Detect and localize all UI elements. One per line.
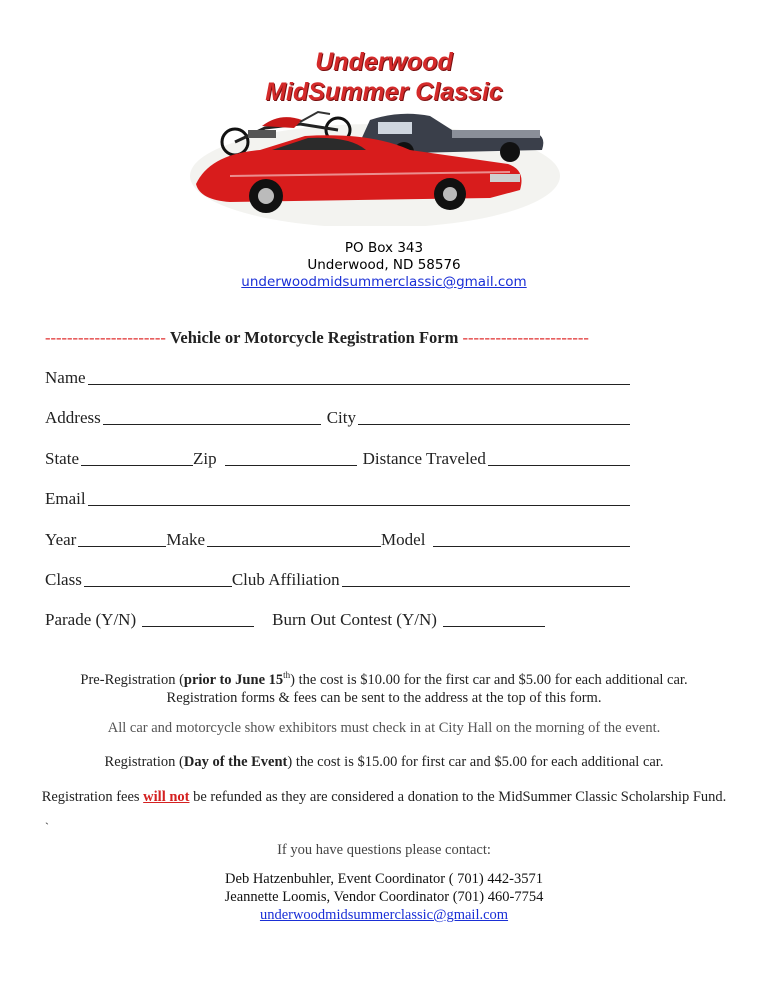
address-line2: Underwood, ND 58576: [307, 257, 461, 273]
preregistration-text: Pre-Registration (prior to June 15th) the cost is $10.00 for the first car and $5.00 for each additional car. Registration forms & fees can be sent to the address at the top of this form.: [80, 670, 688, 706]
state-field[interactable]: [81, 449, 193, 466]
contact-jeannette: Jeannette Loomis, Vendor Coordinator (701) 460-7754: [224, 889, 544, 905]
name-row: [45, 366, 630, 388]
title-dashes-left: ----------------------: [45, 328, 166, 347]
refund-policy-text: Registration fees will not be refunded as they are considered a donation to the MidSummer Classic Scholarship Fund.: [41, 789, 727, 805]
burnout-field[interactable]: [443, 610, 545, 627]
contact-deb: Deb Hatzenbuhler, Event Coordinator ( 701) 442-3571: [225, 871, 543, 887]
year-label: Year: [45, 530, 77, 549]
club-label: Club Affiliation: [231, 570, 340, 589]
model-label: Model: [381, 530, 426, 549]
state-label: State: [45, 449, 79, 468]
distance-field[interactable]: [488, 449, 630, 466]
logo-title-line2: MidSummer Classic: [265, 78, 503, 106]
logo-title-line1: Underwood: [315, 48, 453, 76]
form-title-text: Vehicle or Motorcycle Registration Form: [170, 328, 459, 347]
will-not-emphasis: will not: [143, 789, 190, 805]
header-email-link[interactable]: underwoodmidsummerclassic@gmail.com: [241, 274, 527, 290]
class-field[interactable]: [84, 570, 232, 587]
vehicle-row: [45, 528, 630, 550]
club-field[interactable]: [342, 570, 630, 587]
state-row: [45, 447, 630, 469]
zip-label: Zip: [193, 449, 217, 468]
class-row: [45, 568, 630, 590]
zip-field[interactable]: [225, 449, 357, 466]
make-field[interactable]: [207, 530, 381, 547]
distance-label: Distance Traveled: [362, 449, 486, 468]
burnout-label: Burn Out Contest (Y/N): [272, 610, 437, 629]
address-row: [45, 406, 630, 428]
footer-email-link[interactable]: underwoodmidsummerclassic@gmail.com: [259, 907, 509, 923]
name-label: Name: [45, 368, 86, 387]
city-field[interactable]: [358, 408, 630, 425]
parade-label: Parade (Y/N): [45, 610, 137, 629]
email-field[interactable]: [88, 489, 630, 506]
parade-row: [45, 608, 545, 630]
day-of-registration-text: Registration (Day of the Event) the cost is $15.00 for first car and $5.00 for each additional car.: [104, 754, 664, 770]
address-line1: PO Box 343: [344, 240, 424, 256]
email-row: [45, 487, 630, 509]
checkin-text: All car and motorcycle show exhibitors must check in at City Hall on the morning of the event.: [107, 720, 661, 736]
make-label: Make: [166, 530, 206, 549]
parade-field[interactable]: [142, 610, 254, 627]
form-title: [45, 328, 589, 348]
city-label: City: [326, 408, 357, 427]
model-field[interactable]: [433, 530, 630, 547]
car-show-illustration: [190, 106, 560, 226]
stray-backtick: `: [45, 820, 49, 834]
address-field[interactable]: [103, 408, 321, 425]
name-field[interactable]: [88, 368, 630, 385]
email-label: Email: [45, 489, 86, 508]
address-label: Address: [45, 408, 101, 427]
title-dashes-right: -----------------------: [462, 328, 589, 347]
contact-intro: If you have questions please contact:: [277, 842, 491, 858]
class-label: Class: [45, 570, 82, 589]
year-field[interactable]: [78, 530, 166, 547]
